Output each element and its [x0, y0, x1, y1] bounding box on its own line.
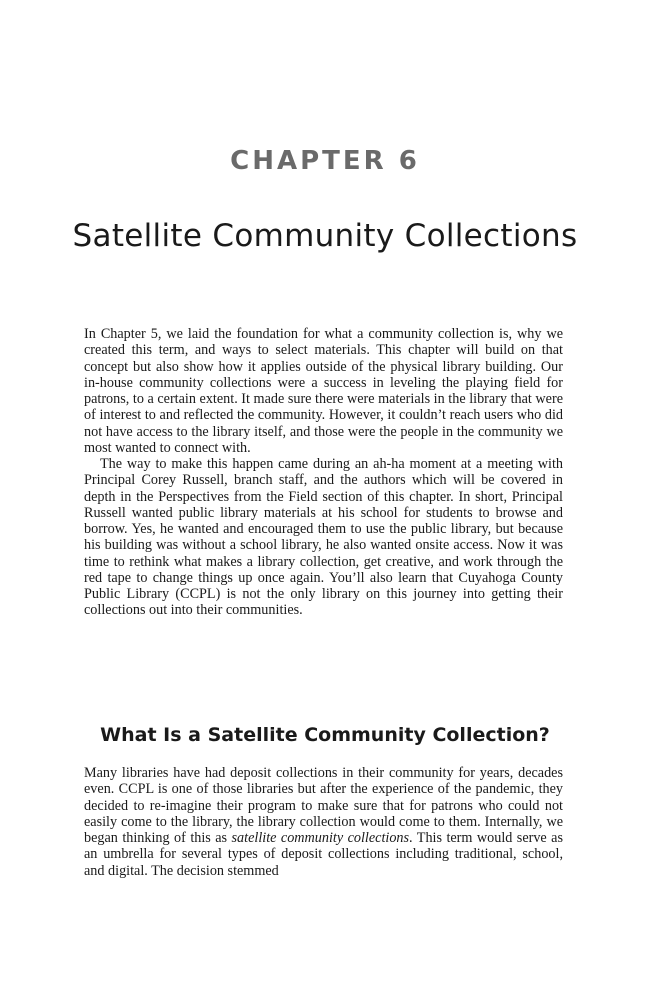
section-paragraph-text-start: Many libraries have had deposit collections in their community for years, decades even. CCPL is one of those libraries but after the experience of the pandemic, they decided to re-imagine their program to make sure that for patrons who could not easily come to the library, the library collection would come to them. Internally, we began thinking of this as	[84, 765, 563, 846]
section-heading: What Is a Satellite Community Collection?	[100, 724, 550, 746]
satellite-collections-term: satellite community collections	[231, 830, 410, 846]
section-paragraph-text-end: . This term would serve as an umbrella for several types of deposit collections including traditional, school, and digital. The decision stemmed	[84, 830, 563, 879]
chapter-title: Satellite Community Collections	[72, 218, 578, 254]
intro-text	[84, 326, 563, 619]
intro-paragraph-1: In Chapter 5, we laid the foundation for what a community collection is, why we created this term, and ways to select materials. This chapter will build on that concept but also show how it applies outside of the physical library building. Our in-house community collections were a success in leveling the playing field for patrons, to a certain extent. It made sure there were materials in the library that were of interest to and reflected the community. However, it couldn’t reach users who did not have access to the library itself, and those were the people in the community we most wanted to connect with.	[84, 326, 563, 456]
intro-paragraph-2: The way to make this happen came during an ah-ha moment at a meeting with Principal Corey Russell, branch staff, and the authors which will be covered in depth in the Perspectives from the Field section of this chapter. In short, Principal Russell wanted public library materials at his school for students to browse and borrow. Yes, he wanted and encouraged them to use the public library, but because his building was without a school library, he also wanted onsite access. Now it was time to rethink what makes a library collection, get creative, and work through the red tape to change things up once again. You’ll also learn that Cuyahoga County Public Library (CCPL) is not the only library on this journey into getting their collections out into their communities.	[84, 456, 563, 619]
chapter-number: CHAPTER 6	[230, 146, 420, 176]
section-text	[84, 765, 563, 879]
section-paragraph-1	[84, 765, 563, 879]
